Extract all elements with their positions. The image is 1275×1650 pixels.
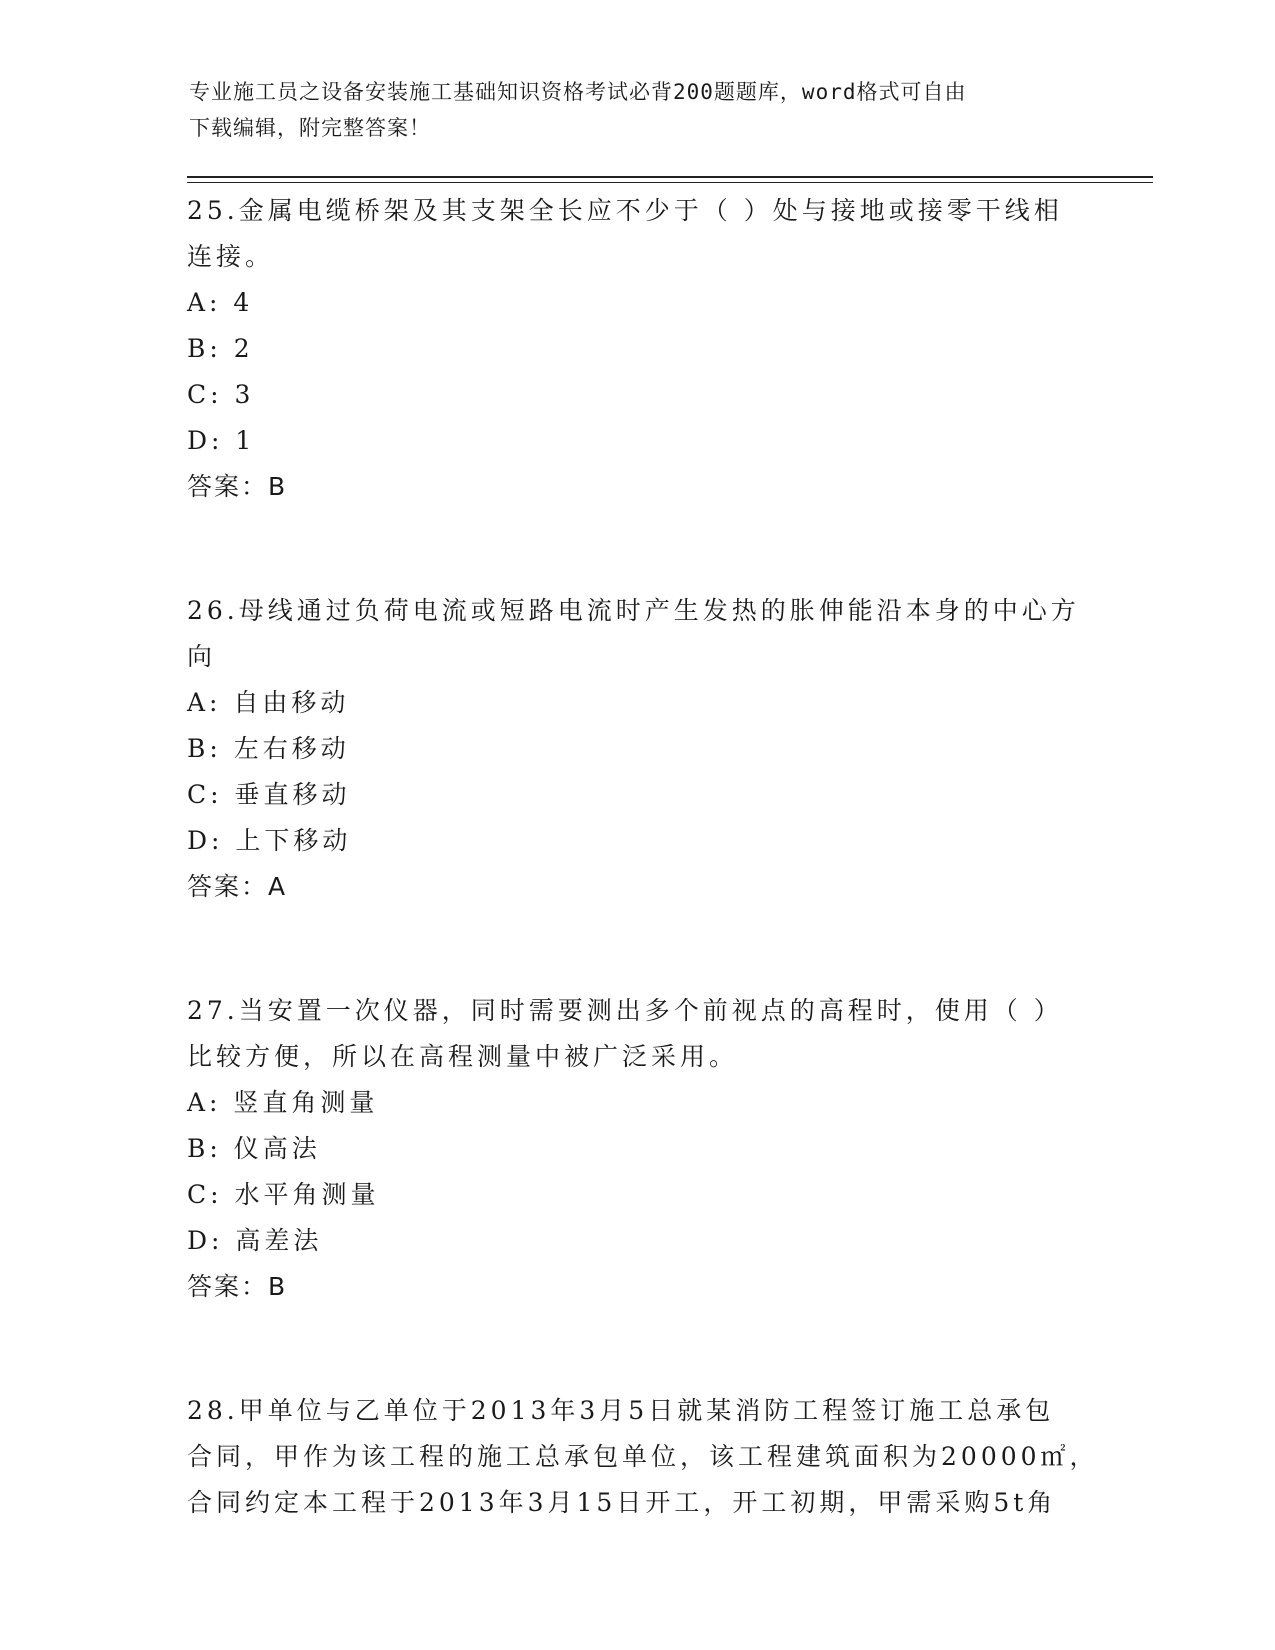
answer-line: 答案：B	[187, 1272, 288, 1301]
question-stem-line: 连接。	[187, 242, 275, 271]
option-a: A: 自由移动	[187, 688, 350, 717]
question-26	[187, 588, 1087, 910]
document-header	[189, 74, 1069, 146]
option-d: D: 1	[187, 426, 256, 455]
option-a: A: 竖直角测量	[187, 1088, 379, 1117]
option-b: B: 仪高法	[187, 1134, 321, 1163]
answer-line: 答案：A	[187, 872, 288, 901]
option-d: D: 上下移动	[187, 826, 352, 855]
option-d: D: 高差法	[187, 1226, 323, 1255]
option-c: C: 水平角测量	[187, 1180, 380, 1209]
header-line-2: 下载编辑，附完整答案！	[189, 116, 431, 140]
question-stem-line: 合同，甲作为该工程的施工总承包单位，该工程建筑面积为20000㎡，	[187, 1442, 1099, 1471]
option-c: C: 3	[187, 380, 255, 409]
option-b: B: 左右移动	[187, 734, 350, 763]
question-stem-line: 27.当安置一次仪器，同时需要测出多个前视点的高程时，使用（ ）	[187, 996, 1063, 1025]
question-25	[187, 188, 1087, 510]
option-c: C: 垂直移动	[187, 780, 351, 809]
question-gap	[187, 510, 1087, 588]
header-line-1: 专业施工员之设备安装施工基础知识资格考试必背200题题库，word格式可自由	[189, 80, 967, 104]
question-stem-line: 28.甲单位与乙单位于2013年3月5日就某消防工程签订施工总承包	[187, 1396, 1055, 1425]
answer-line: 答案：B	[187, 472, 288, 501]
question-gap	[187, 910, 1087, 988]
question-stem-line: 比较方便，所以在高程测量中被广泛采用。	[187, 1042, 739, 1071]
question-28	[187, 1388, 1099, 1526]
question-stem-line: 26.母线通过负荷电流或短路电流时产生发热的胀伸能沿本身的中心方	[187, 596, 1080, 625]
question-list	[187, 188, 1099, 1526]
question-stem-line: 向	[187, 642, 217, 671]
question-27	[187, 988, 1087, 1310]
question-gap	[187, 1310, 1087, 1388]
option-a: A: 4	[187, 288, 254, 317]
question-stem-line: 25.金属电缆桥架及其支架全长应不少于（ ）处与接地或接零干线相	[187, 196, 1063, 225]
question-stem-line: 合同约定本工程于2013年3月15日开工，开工初期，甲需采购5t角	[187, 1488, 1057, 1517]
option-b: B: 2	[187, 334, 254, 363]
header-divider-thin	[187, 182, 1153, 183]
header-divider-thick	[187, 176, 1153, 178]
